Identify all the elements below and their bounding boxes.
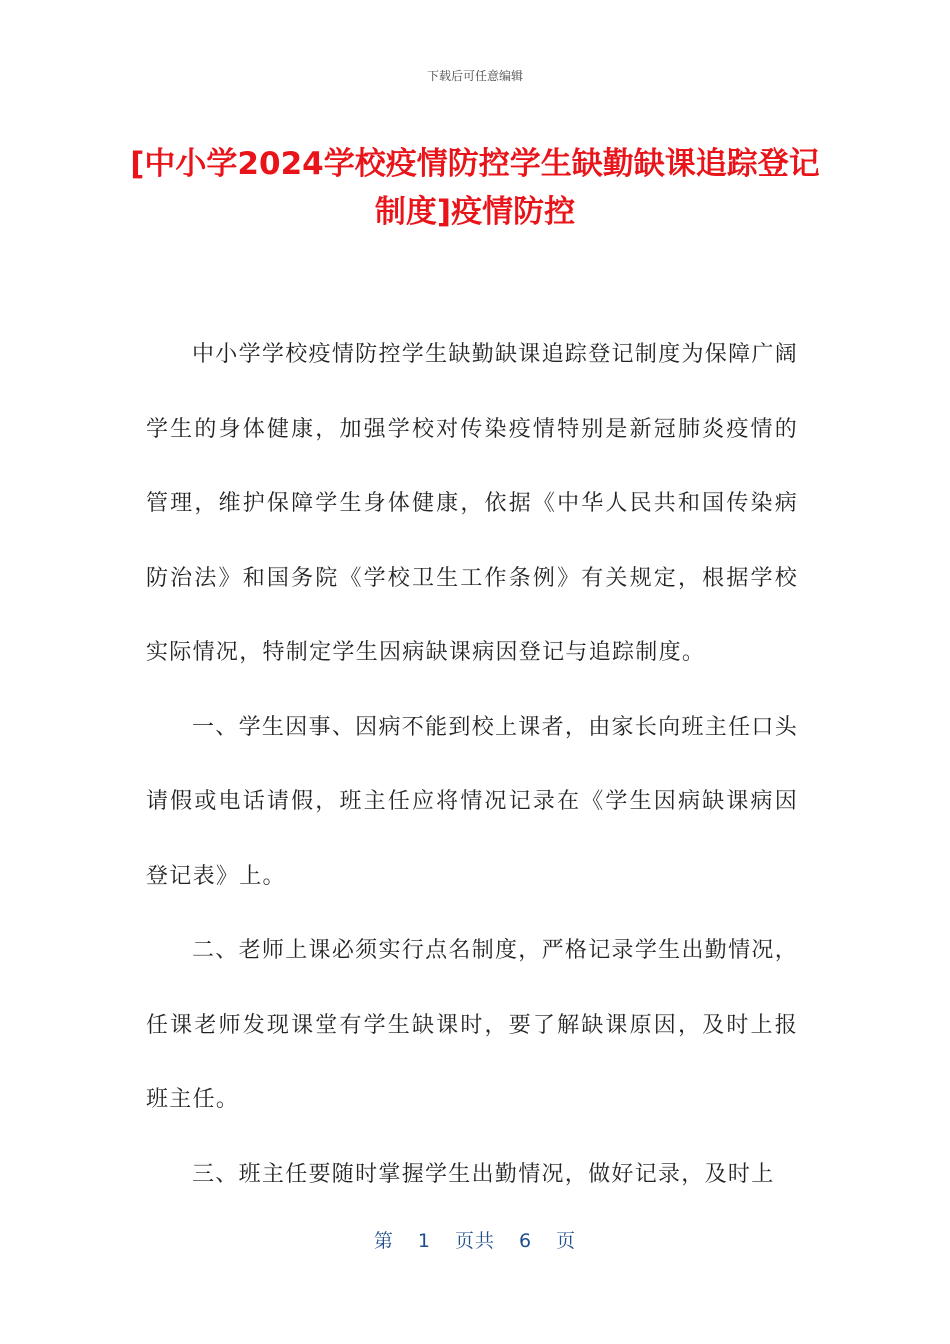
header-note: 下载后可任意编辑 bbox=[426, 69, 523, 83]
footer-middle: 页共 bbox=[454, 1230, 495, 1252]
document-title: [中小学2024学校疫情防控学生缺勤缺课追踪登记制度]疫情防控 bbox=[130, 146, 820, 230]
footer-suffix: 页 bbox=[556, 1230, 577, 1252]
paragraph-intro: 中小学学校疫情防控学生缺勤缺课追踪登记制度为保障广阔学生的身体健康，加强学校对传染疫情特别是新冠肺炎疫情的管理，维护保障学生身体健康，依据《中华人民共和国传染病防治法》和国务院《学校卫生工作条例》有关规定，根据学校实际情况，特制定学生因病缺课病因登记与追踪制度。 bbox=[146, 342, 798, 665]
footer-current-page: 1 bbox=[417, 1230, 431, 1252]
footer-prefix: 第 bbox=[373, 1230, 394, 1252]
paragraph-item-1: 一、学生因事、因病不能到校上课者，由家长向班主任口头请假或电话请假，班主任应将情况记录在《学生因病缺课病因登记表》上。 bbox=[146, 714, 798, 889]
paragraph-item-3: 三、班主任要随时掌握学生出勤情况，做好记录，及时上 bbox=[192, 1161, 775, 1187]
document-body bbox=[146, 318, 798, 1212]
page-footer bbox=[0, 1226, 950, 1253]
footer-total-pages: 6 bbox=[519, 1230, 533, 1252]
paragraph-item-2: 二、老师上课必须实行点名制度，严格记录学生出勤情况，任课老师发现课堂有学生缺课时，要了解缺课原因，及时上报班主任。 bbox=[146, 938, 798, 1112]
